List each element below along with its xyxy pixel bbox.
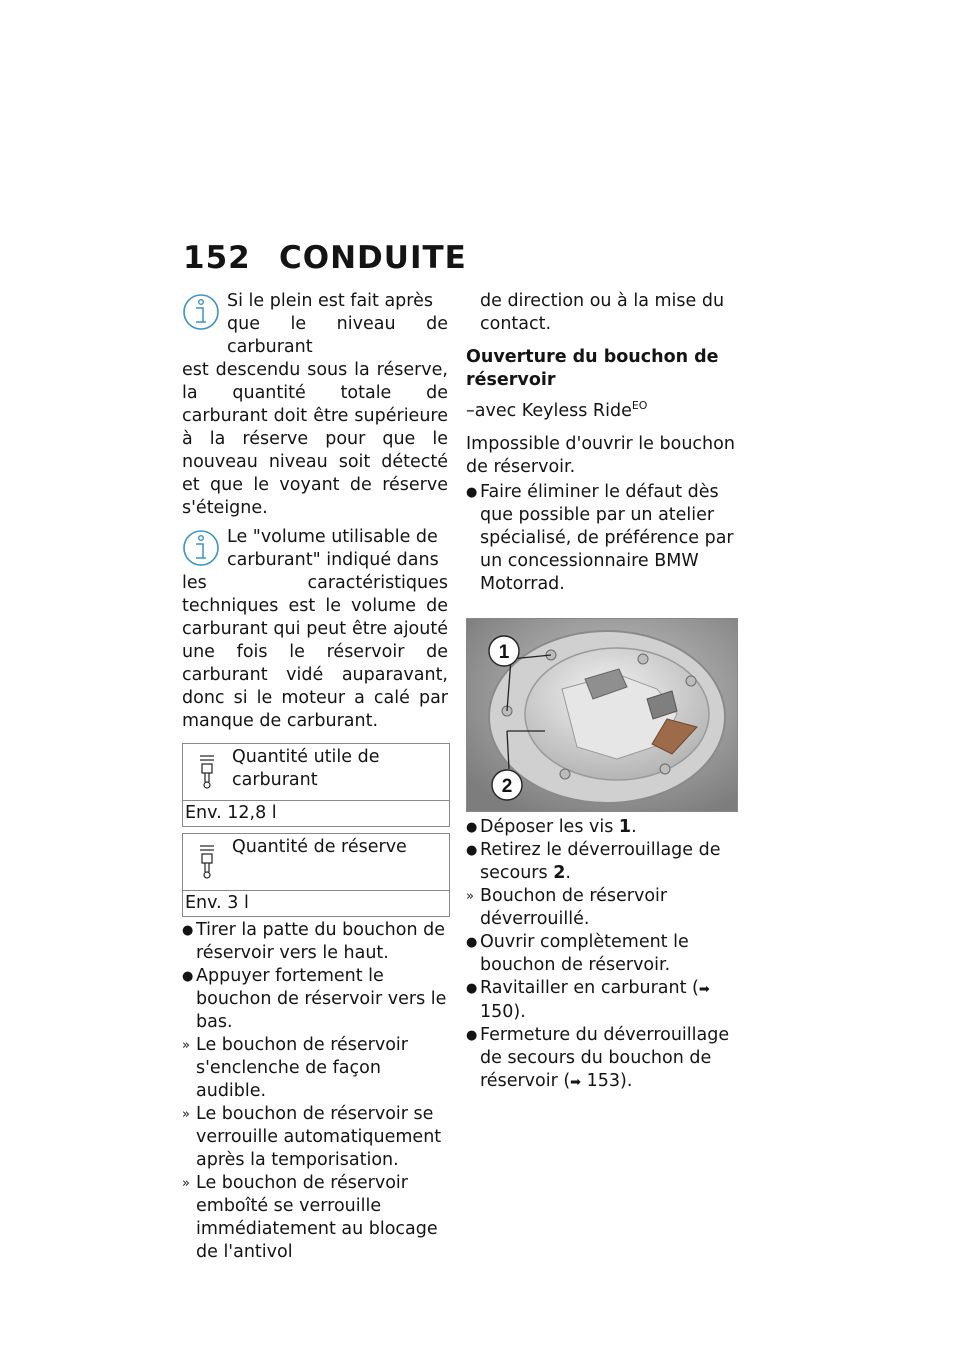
spec-label: Quantité utile de carburant — [232, 747, 380, 790]
step-text-end: . — [631, 816, 637, 837]
spec-value: Env. 3 l — [185, 893, 249, 913]
page-header — [183, 240, 467, 276]
step-text: Tirer la patte du bouchon de réservoir vers le haut. — [196, 920, 445, 963]
note-1-line-2: que le niveau de carburant — [227, 314, 448, 357]
spec-header — [183, 744, 449, 801]
bullet-marker: ● — [182, 969, 194, 984]
page-ref[interactable]: 150). — [480, 1001, 526, 1022]
page-number: 152 — [183, 240, 251, 276]
result-marker: » — [182, 1038, 190, 1053]
spec-header — [183, 834, 449, 891]
bullet-marker: ● — [466, 980, 478, 996]
list-item — [182, 965, 448, 1034]
right-column — [466, 290, 738, 1094]
step-text: Le bouchon de réservoir emboîté se verrouille immédiatement au blocage de l'antivol — [196, 1173, 438, 1262]
page-ref[interactable]: 153). — [581, 1070, 633, 1091]
fuel-cap-figure — [466, 618, 738, 812]
spec-label: Quantité de réserve — [232, 837, 407, 857]
list-item — [182, 1034, 448, 1103]
step-text: Fermeture du déverrouillage de secours du bouchon de réservoir ( — [480, 1024, 730, 1091]
section-title: Ouverture du bouchon de réservoir — [466, 347, 719, 390]
fix-list — [466, 481, 738, 596]
step-text: Faire éliminer le défaut dès que possible par un atelier spécialisé, de préférence par un concessionnaire BMW Motorrad. — [480, 481, 734, 594]
result-marker: » — [182, 1176, 190, 1191]
problem-text: Impossible d'ouvrir le bouchon de réservoir. — [466, 433, 735, 477]
step-text: Le bouchon de réservoir se verrouille automatiquement après la temporisation. — [196, 1104, 442, 1170]
section-subtitle — [466, 394, 738, 423]
fuel-cap-illustration — [467, 619, 737, 811]
chapter-title: CONDUITE — [279, 240, 467, 276]
result-marker: » — [182, 1107, 190, 1122]
list-item — [182, 919, 448, 965]
option-superscript: EO — [631, 399, 648, 412]
bullet-marker: ● — [466, 819, 478, 835]
note-2-line-1: Le "volume utilisable de — [227, 527, 438, 547]
continuation-text: de direction ou à la mise du contact. — [480, 291, 725, 334]
step-text: Déposer les vis — [480, 816, 619, 837]
step-text: Bouchon de réservoir déverrouillé. — [480, 885, 668, 929]
bullet-marker: ● — [466, 934, 478, 950]
info-note-1 — [182, 290, 448, 520]
step-text: Ravitailler en carburant ( — [480, 977, 699, 998]
bullet-marker: ● — [466, 842, 478, 858]
bullet-marker: ● — [182, 923, 194, 938]
bullet-marker: ● — [466, 1027, 478, 1043]
list-item — [466, 481, 738, 596]
note-2-line-2: carburant" indiqué dans — [227, 550, 439, 570]
list-item — [182, 1103, 448, 1172]
list-item — [466, 977, 738, 1024]
callout-ref: 1 — [618, 816, 632, 837]
list-item — [466, 816, 738, 839]
callout-ref: 2 — [553, 862, 566, 883]
step-text-end: . — [565, 862, 571, 883]
spec-value: Env. 12,8 l — [185, 803, 277, 823]
list-item — [466, 931, 738, 977]
spec-table-reserve — [182, 833, 450, 917]
step-text: Retirez le déverrouillage de secours — [480, 839, 721, 883]
left-column — [182, 290, 448, 1264]
note-1-body: est descendu sous la réserve, la quantité totale de carburant doit être supérieure à la réserve pour que le nouveau niveau soit détecté et que le voyant de réserve s'éteigne. — [182, 360, 448, 518]
spec-table-usable-fuel — [182, 743, 450, 827]
note-2-body: les caractéristiques techniques est le volume de carburant qui peut être ajouté une fois le réservoir de carburant vidé auparavant, donc si le moteur a calé par manque de carburant. — [182, 573, 448, 731]
step-text: Appuyer fortement le bouchon de réservoir vers le bas. — [196, 966, 447, 1032]
procedure-list-left — [182, 919, 448, 1264]
fuel-pump-icon — [197, 752, 219, 792]
info-icon — [182, 292, 220, 332]
page-ref-arrow-icon: ➡ — [698, 981, 710, 997]
callout-label-1: 1 — [498, 641, 510, 663]
subtitle-text: –avec Keyless Ride — [466, 400, 632, 421]
note-1-line-1: Si le plein est fait après — [227, 291, 433, 311]
fuel-pump-icon — [197, 842, 219, 882]
info-icon — [182, 528, 220, 568]
list-item — [466, 885, 738, 931]
result-marker: » — [466, 888, 474, 904]
list-item — [466, 1024, 738, 1094]
procedure-list-right — [466, 816, 738, 1094]
bullet-marker: ● — [466, 484, 478, 500]
page-ref-arrow-icon: ➡ — [570, 1074, 582, 1090]
step-text: Ouvrir complètement le bouchon de réservoir. — [480, 931, 689, 975]
callout-label-2: 2 — [501, 775, 513, 797]
list-item — [466, 839, 738, 885]
list-item — [182, 1172, 448, 1264]
step-text: Le bouchon de réservoir s'enclenche de façon audible. — [196, 1035, 408, 1101]
info-note-2 — [182, 526, 448, 733]
